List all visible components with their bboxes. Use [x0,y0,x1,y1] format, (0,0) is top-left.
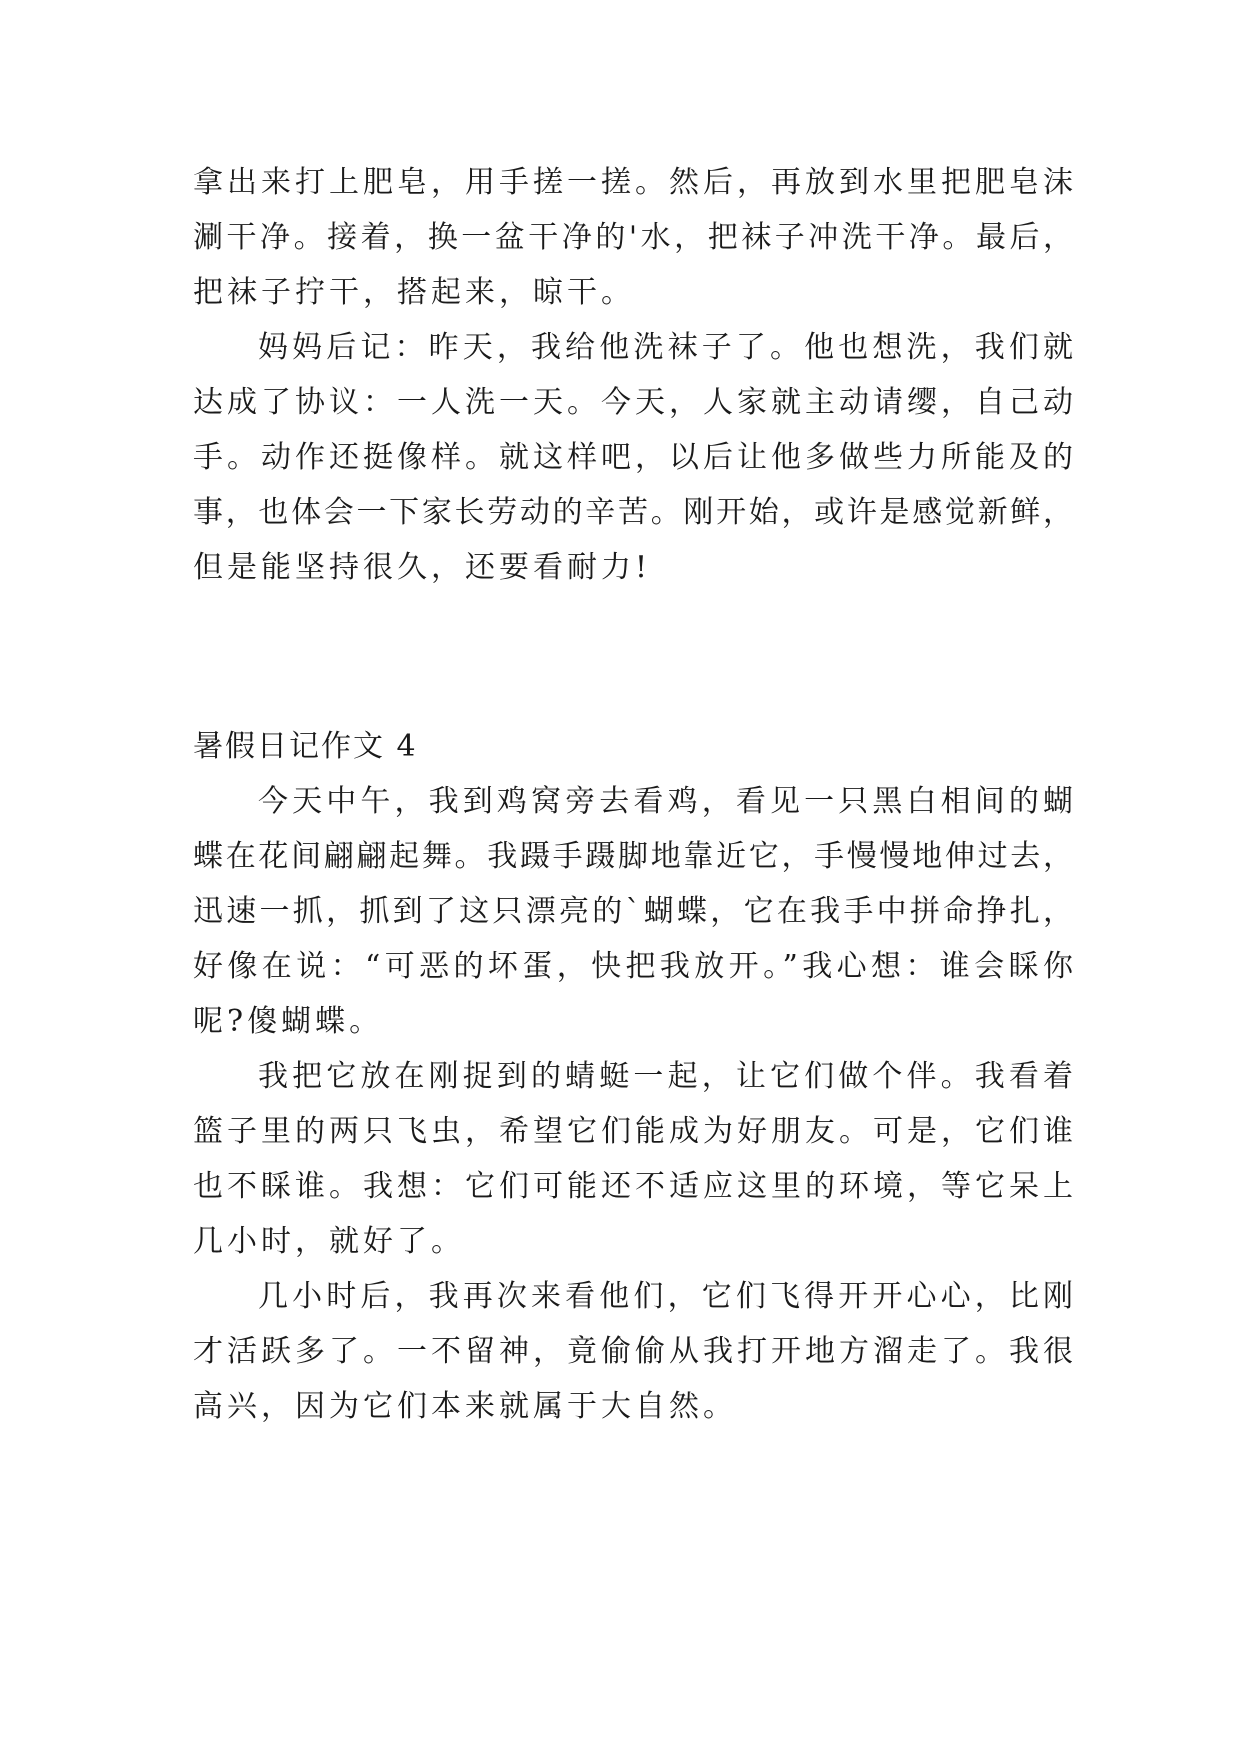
text-line: 但是能坚持很久，还要看耐力! [193,550,652,585]
text-line: 把袜子拧干，搭起来，晾干。 [193,275,635,310]
paragraph-first-line: 今天中午，我到鸡窝旁去看鸡，看见一只黑白相间的蝴 [258,784,1073,819]
text-line: 呢?傻蝴蝶。 [193,1004,384,1039]
text-line: 涮干净。接着，换一盆干净的'水，把袜子冲洗干净。最后， [193,220,1073,255]
paragraph-first-line: 我把它放在刚捉到的蜻蜓一起，让它们做个伴。我看着 [258,1059,1073,1094]
text-line: 达成了协议：一人洗一天。今天，人家就主动请缨，自己动 [193,385,1073,420]
text-line: 好像在说：“可恶的坏蛋，快把我放开。”我心想：谁会睬你 [193,949,1073,984]
text-line: 篮子里的两只飞虫，希望它们能成为好朋友。可是，它们谁 [193,1114,1073,1149]
text-line: 也不睬谁。我想：它们可能还不适应这里的环境，等它呆上 [193,1169,1073,1204]
text-line: 事，也体会一下家长劳动的辛苦。刚开始，或许是感觉新鲜， [193,495,1073,530]
text-line: 才活跃多了。一不留神，竟偷偷从我打开地方溜走了。我很 [193,1334,1073,1369]
text-line: 手。动作还挺像样。就这样吧，以后让他多做些力所能及的 [193,440,1073,475]
text-line: 迅速一抓，抓到了这只漂亮的`蝴蝶，它在我手中拼命挣扎， [193,894,1073,929]
section-heading: 暑假日记作文 4 [193,729,418,764]
paragraph-first-line: 几小时后，我再次来看他们，它们飞得开开心心，比刚 [258,1279,1073,1314]
text-line: 拿出来打上肥皂，用手搓一搓。然后，再放到水里把肥皂沫 [193,165,1073,200]
text-line: 蝶在花间翩翩起舞。我蹑手蹑脚地靠近它，手慢慢地伸过去， [193,839,1073,874]
text-line: 高兴，因为它们本来就属于大自然。 [193,1389,737,1424]
text-line: 几小时，就好了。 [193,1224,465,1259]
paragraph-first-line: 妈妈后记：昨天，我给他洗袜子了。他也想洗，我们就 [258,330,1073,365]
